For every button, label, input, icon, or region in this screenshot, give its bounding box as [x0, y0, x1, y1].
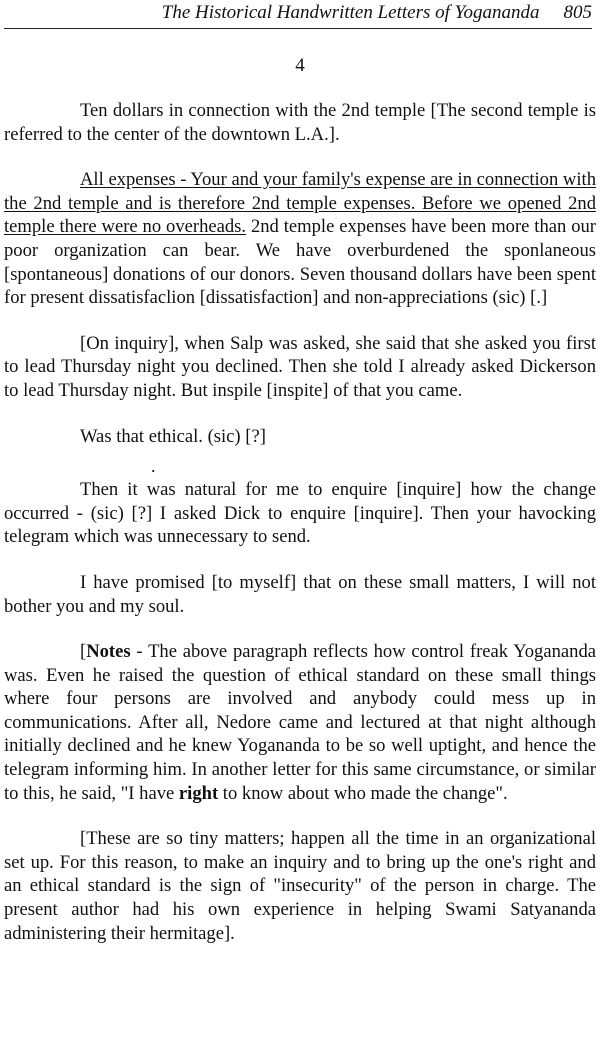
paragraph-text: Was that ethical. (sic) [?]: [80, 425, 266, 447]
bold-word-right: right: [178, 782, 219, 804]
page-number: 805: [563, 2, 592, 23]
underlined-text: All expenses - Your and your family's expense are in connection with the 2nd temple and is therefore 2nd temple expenses. Before we opened 2nd temple there were no overheads.: [4, 169, 596, 238]
paragraph-on-inquiry: [4, 332, 596, 403]
paragraph-text: - The above paragraph reflects how control freak Yogananda was. Even he raised the question of ethical standard on these small things where four persons are involved and anybody could mess up in communications. After all, Nedore came and lectured at that night although initially declined and he knew Yogananda to be so well uptight, and hence the telegram informing him. In another letter for this same circumstance, or similar to this, he said, "I have: [4, 641, 596, 804]
paragraph-tiny-matters: [4, 827, 596, 945]
stray-mark: [4, 456, 596, 478]
paragraph-text: [On inquiry], when Salp was asked, she said that she asked you first to lead Thursday night you declined. Then she told I already asked Dickerson to lead Thursday night. But inspile [inspite] of that you came.: [4, 332, 596, 401]
paragraph-text-end: to know about who made the change".: [218, 782, 508, 804]
header-title: The Historical Handwritten Letters of Yogananda: [161, 2, 540, 23]
paragraph-ten-dollars: [4, 99, 596, 146]
paragraph-promised: [4, 571, 596, 618]
paragraph-text: Ten dollars in connection with the 2nd temple [The second temple is referred to the center of the downtown L.A.].: [4, 100, 596, 145]
paragraph-natural: [4, 478, 596, 549]
running-header: [4, 0, 592, 29]
paragraph-text: Then it was natural for me to enquire [inquire] how the change occurred - (sic) [?] I asked Dick to enquire [inquire]. Then your havocking telegram which was unnecessary to send.: [4, 479, 596, 548]
paragraph-all-expenses: [4, 168, 596, 310]
notes-label: Notes: [86, 641, 131, 663]
paragraph-text: I have promised [to myself] that on these small matters, I will not bother you and my soul.: [4, 571, 596, 617]
paragraph-ethical: [4, 425, 596, 449]
paragraph-notes: [4, 640, 596, 805]
paragraph-text: 2nd temple expenses have been more than our poor organization can bear. We have overburdened the sponlaneous [spontaneous] donations of our donors. Seven thousand dollars have been spent for present dissatisfaclion [dissatisfaction] and non-appreciations (sic) [.]: [4, 216, 596, 309]
paragraph-text: [These are so tiny matters; happen all the time in an organizational set up. For this reason, to make an inquiry and to bring up the one's right and an ethical standard is the sign of "insecurity" of the person in charge. The present author had his own experience in helping Swami Satyananda administering their hermitage].: [4, 828, 596, 944]
letter-number: 4: [295, 55, 305, 76]
bracket-open: [: [80, 641, 87, 663]
stray-dot: .: [151, 456, 156, 477]
